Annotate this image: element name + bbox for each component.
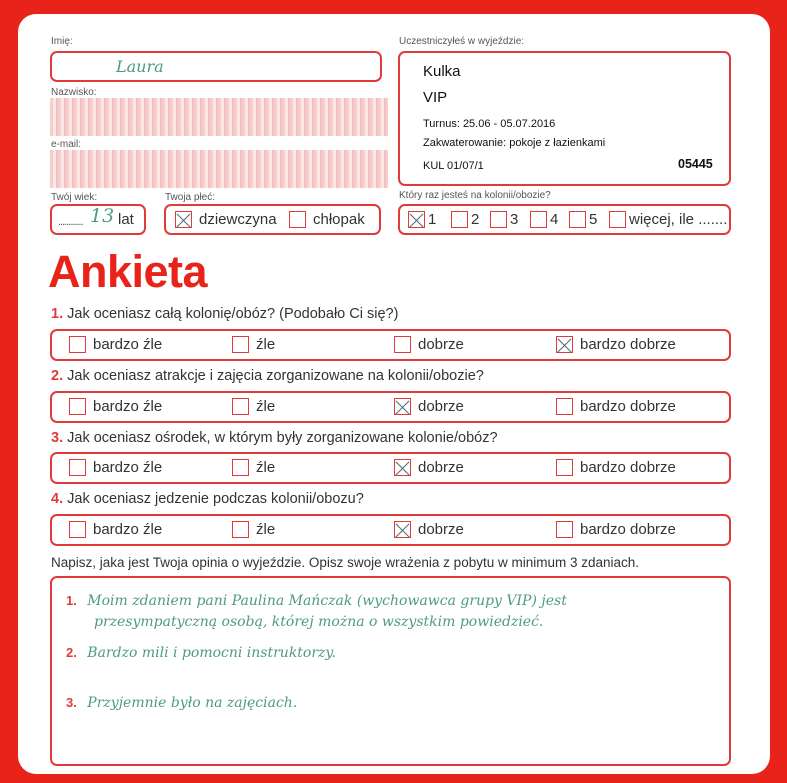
question-1-answers [50,329,731,361]
answer-zle[interactable]: źle [232,398,275,415]
imie-value: Laura [116,57,164,76]
trip-name: Kulka [423,63,461,80]
ktory-raz-option-3[interactable]: 3 [490,211,518,228]
nazwisko-redacted [50,98,388,136]
checkbox[interactable] [232,398,249,415]
checkbox[interactable] [556,459,573,476]
opinion-1: 1. Moim zdaniem pani Paulina Mańczak (wychowawca grupy VIP) jest [66,593,567,609]
checkbox[interactable] [232,459,249,476]
checkbox-checked[interactable] [556,336,573,353]
checkbox[interactable] [556,398,573,415]
question-4-answers [50,514,731,546]
answer-zle[interactable]: źle [232,521,275,538]
answer-zle[interactable]: źle [232,459,275,476]
checkbox[interactable] [556,521,573,538]
answer-dobrze[interactable]: dobrze [394,336,464,353]
checkbox[interactable] [69,398,86,415]
question-1: 1. Jak oceniasz całą kolonię/obóz? (Podobało Ci się?) [51,306,399,322]
answer-dobrze[interactable]: dobrze [394,398,464,415]
email-label: e-mail: [51,139,82,150]
trip-type: VIP [423,89,448,106]
wiek-field[interactable] [50,204,146,235]
question-2-answers [50,391,731,423]
plec-field [164,204,381,235]
trip-accommodation: Zakwaterowanie: pokoje z łazienkami [423,137,606,149]
ktory-raz-option-1[interactable]: 1 [408,211,436,228]
checkbox[interactable] [394,336,411,353]
checkbox-checked[interactable] [175,211,192,228]
page-title: Ankieta [48,246,208,297]
ktory-raz-option-2[interactable]: 2 [451,211,479,228]
answer-bardzo-dobrze[interactable]: bardzo dobrze [556,398,676,415]
plec-option-dziewczyna[interactable]: dziewczyna [175,211,277,228]
checkbox[interactable] [451,211,468,228]
ktory-raz-option-5[interactable]: 5 [569,211,597,228]
answer-bardzo-zle[interactable]: bardzo źle [69,521,162,538]
answer-dobrze[interactable]: dobrze [394,459,464,476]
ktory-raz-option-wiecej[interactable]: więcej, ile ....... [609,211,727,228]
opinion-prompt: Napisz, jaka jest Twoja opinia o wyjeździe. Opisz swoje wrażenia z pobytu w minimum 3 zdaniach. [51,555,640,570]
checkbox[interactable] [530,211,547,228]
checkbox-checked[interactable] [394,398,411,415]
checkbox[interactable] [609,211,626,228]
checkbox[interactable] [232,336,249,353]
checkbox[interactable] [569,211,586,228]
checkbox-checked[interactable] [394,521,411,538]
question-2: 2. Jak oceniasz atrakcje i zajęcia zorganizowane na kolonii/obozie? [51,368,484,384]
trip-turnus: Turnus: 25.06 - 05.07.2016 [423,118,556,130]
wiek-value: 13 [90,205,115,227]
ktory-raz-label: Który raz jesteś na kolonii/obozie? [399,190,551,201]
wiek-dots: ............ [58,216,83,228]
opinion-2: 2. Bardzo mili i pomocni instruktorzy. [66,645,336,661]
uczestnik-label: Uczestniczyłeś w wyjeździe: [399,36,525,47]
answer-bardzo-dobrze[interactable]: bardzo dobrze [556,459,676,476]
question-3-answers [50,452,731,484]
email-redacted [50,150,388,188]
answer-bardzo-zle[interactable]: bardzo źle [69,459,162,476]
ktory-raz-field [398,204,731,235]
checkbox[interactable] [69,459,86,476]
answer-bardzo-dobrze[interactable]: bardzo dobrze [556,521,676,538]
checkbox[interactable] [289,211,306,228]
question-3: 3. Jak oceniasz ośrodek, w którym były zorganizowane kolonie/obóz? [51,430,498,446]
question-4: 4. Jak oceniasz jedzenie podczas kolonii/obozu? [51,491,364,507]
survey-card [18,14,770,774]
checkbox[interactable] [69,336,86,353]
wiek-unit: lat [118,211,134,228]
plec-option-chlopak[interactable]: chłopak [289,211,365,228]
opinion-1-line-1: Moim zdaniem pani Paulina Mańczak (wychowawca grupy VIP) jest [87,593,567,609]
answer-bardzo-zle[interactable]: bardzo źle [69,336,162,353]
checkbox[interactable] [490,211,507,228]
answer-bardzo-zle[interactable]: bardzo źle [69,398,162,415]
answer-dobrze[interactable]: dobrze [394,521,464,538]
trip-code: KUL 01/07/1 [423,160,484,172]
answer-bardzo-dobrze[interactable]: bardzo dobrze [556,336,676,353]
imie-label: Imię: [51,36,73,47]
checkbox-checked[interactable] [394,459,411,476]
answer-zle[interactable]: źle [232,336,275,353]
uczestnik-box [398,51,731,186]
checkbox[interactable] [232,521,249,538]
imie-field[interactable] [50,51,382,82]
plec-label: Twoja płeć: [165,192,216,203]
nazwisko-label: Nazwisko: [51,87,97,98]
opinion-1-line-2: przesympatyczną osobą, której można o wszystkim powiedzieć. [94,614,544,630]
opinion-box[interactable] [50,576,731,766]
checkbox[interactable] [69,521,86,538]
wiek-label: Twój wiek: [51,192,98,203]
opinion-3: 3. Przyjemnie było na zajęciach. [66,695,298,711]
ktory-raz-option-4[interactable]: 4 [530,211,558,228]
checkbox-checked[interactable] [408,211,425,228]
trip-number: 05445 [678,157,713,171]
